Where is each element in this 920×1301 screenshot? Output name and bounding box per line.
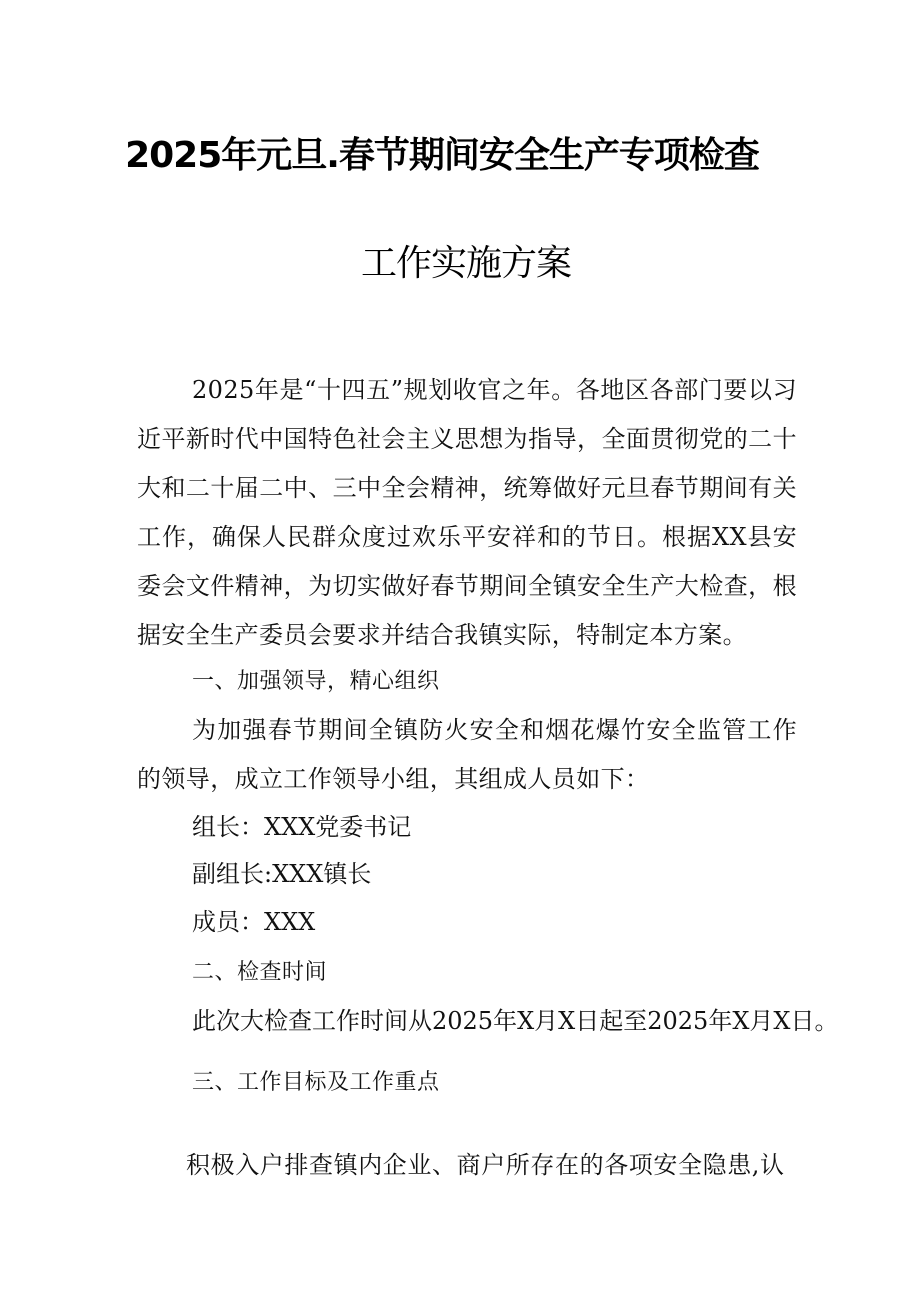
- leader-line: 组长：XXX党委书记: [192, 813, 412, 841]
- document-title-line-2: 工作实施方案: [360, 243, 571, 284]
- document-title-line-1: 2025年元旦.春节期间安全生产专项检查: [125, 135, 759, 176]
- intro-paragraph: 2025年是“十四五”规划收官之年。各地区各部门要以习近平新时代中国特色社会主义思想为指导，全面贯彻党的二十大和二十届二中、三中全会精神，统筹做好元旦春节期间有关工作，确保人民群众度过欢乐平安祥和的节日。根据XX县安委会文件精神，为切实做好春节期间全镇安全生产大检查，根据安全生产委员会要求并结合我镇实际，特制定本方案。: [137, 376, 797, 649]
- section-3-heading: 三、工作目标及工作重点: [192, 1070, 440, 1095]
- intro-section: [137, 366, 797, 660]
- members-line: 成员：XXX: [192, 908, 316, 936]
- section-1-paragraph: 为加强春节期间全镇防火安全和烟花爆竹安全监管工作的领导，成立工作领导小组，其组成人员如下：: [137, 716, 797, 793]
- section-1-heading: 一、加强领导，精心组织: [192, 669, 440, 694]
- section-2-text: 此次大检查工作时间从2025年X月X日起至2025年X月X日。: [192, 1007, 839, 1035]
- section-3-text: 积极入户排查镇内企业、商户所存在的各项安全隐患,认: [186, 1151, 785, 1179]
- deputy-leader-line: 副组长:XXX镇长: [192, 860, 372, 888]
- section-1-body: [137, 706, 797, 804]
- section-2-heading: 二、检查时间: [192, 960, 328, 985]
